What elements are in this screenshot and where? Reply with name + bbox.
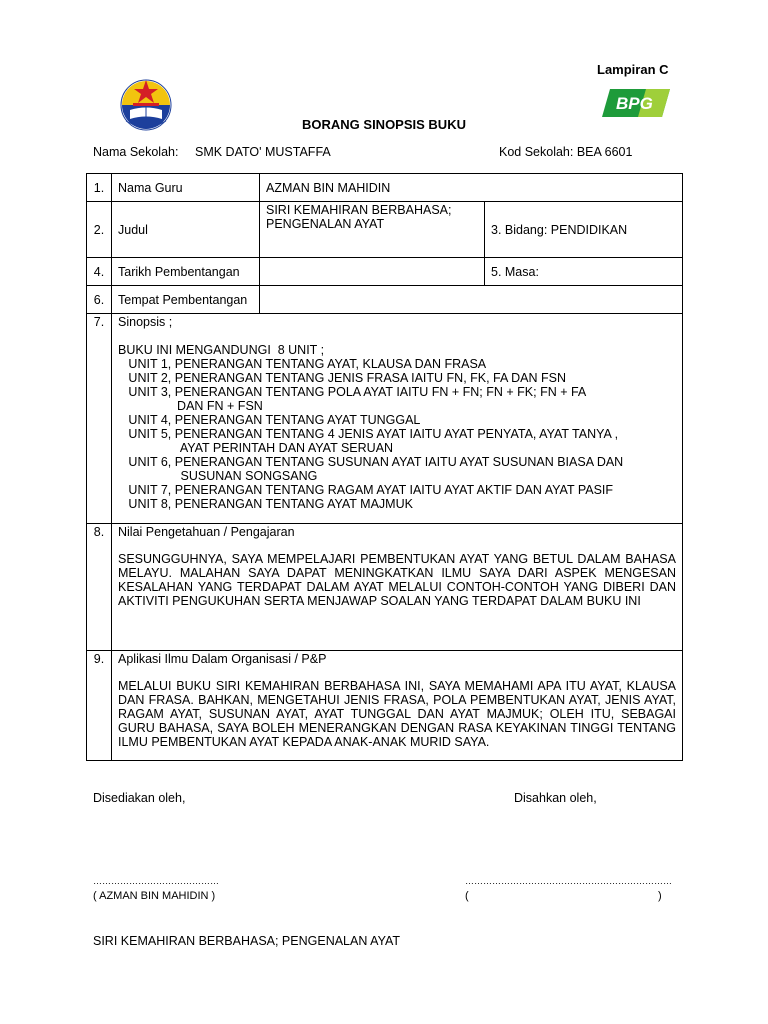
synopsis-line: UNIT 3, PENERANGAN TENTANG POLA AYAT IAITU FN + FN; FN + FK; FN + FA [118, 385, 587, 399]
synopsis-line: UNIT 1, PENERANGAN TENTANG AYAT, KLAUSA DAN FRASA [118, 357, 487, 371]
row-number: 1. [87, 174, 112, 202]
knowledge-label: Nilai Pengetahuan / Pengajaran [118, 525, 295, 539]
synopsis-line: DAN FN + FSN [118, 399, 263, 413]
row-knowledge-value [87, 524, 683, 651]
synopsis-form-table [86, 173, 683, 761]
approved-by-label: Disahkan oleh, [514, 791, 597, 805]
appendix-label: Lampiran C [597, 62, 669, 77]
row-number: 2. [87, 202, 112, 258]
row-number: 8. [87, 524, 112, 651]
synopsis-line: AYAT PERINTAH DAN AYAT SERUAN [118, 441, 394, 455]
synopsis-lines [118, 343, 676, 511]
synopsis-line: BUKU INI MENGANDUNGI 8 UNIT ; [118, 343, 325, 357]
presentation-date-value [260, 258, 485, 286]
field-masa: 5. Masa: [485, 258, 683, 286]
row-teacher-name [87, 174, 683, 202]
presentation-place-value [260, 286, 683, 314]
row-synopsis [87, 314, 683, 524]
book-title-value [260, 202, 485, 258]
row-presentation-date [87, 258, 683, 286]
school-label: Nama Sekolah: [93, 145, 179, 159]
school-code: Kod Sekolah: BEA 6601 [499, 145, 633, 159]
synopsis-line: UNIT 8, PENERANGAN TENTANG AYAT MAJMUK [118, 497, 413, 511]
school-name: SMK DATO' MUSTAFFA [195, 145, 331, 159]
synopsis-line: UNIT 6, PENERANGAN TENTANG SUSUNAN AYAT IAITU AYAT SUSUNAN BIASA DAN [118, 455, 624, 469]
approver-open-paren: ( [465, 890, 469, 902]
knowledge-cell [112, 524, 683, 651]
knowledge-text: SESUNGGUHNYA, SAYA MEMPELAJARI PEMBENTUKAN AYAT YANG BETUL DALAM BAHASA MELAYU. MALAHAN SAYA DAPAT MENINGKATKAN ILMU SAYA DARI ASPEK MENGESAN KESALAHAN YANG TERDAPAT DALAM AYAT MELALUI CONTOH-CONTOH YANG DIBERI DAN AKTIVITI PENGUKUHAN SERTA MENJAWAP SOALAN YANG TERDAPAT DALAM BUKU INI [118, 552, 676, 608]
row-number: 9. [87, 651, 112, 761]
synopsis-line: SUSUNAN SONGSANG [118, 469, 318, 483]
synopsis-line: UNIT 5, PENERANGAN TENTANG 4 JENIS AYAT IAITU AYAT PENYATA, AYAT TANYA , [118, 427, 619, 441]
row-presentation-place [87, 286, 683, 314]
row-title [87, 202, 683, 258]
bpg-logo-text: BPG [616, 94, 653, 113]
right-signature-line: …………………………………………………………… [465, 876, 672, 886]
synopsis-line: UNIT 2, PENERANGAN TENTANG JENIS FRASA IAITU FN, FK, FA DAN FSN [118, 371, 566, 385]
synopsis-line: UNIT 7, PENERANGAN TENTANG RAGAM AYAT IAITU AYAT AKTIF DAN AYAT PASIF [118, 483, 614, 497]
row-application [87, 651, 683, 761]
bpg-logo [602, 87, 670, 119]
row-number: 4. [87, 258, 112, 286]
field-label: Tempat Pembentangan [112, 286, 260, 314]
prepared-by-label: Disediakan oleh, [93, 791, 186, 805]
field-bidang: 3. Bidang: PENDIDIKAN [485, 202, 683, 258]
form-title: BORANG SINOPSIS BUKU [302, 117, 466, 132]
row-number: 7. [87, 314, 112, 524]
row-number: 6. [87, 286, 112, 314]
synopsis-cell [112, 314, 683, 524]
approver-close-paren: ) [658, 890, 662, 902]
synopsis-line: UNIT 4, PENERANGAN TENTANG AYAT TUNGGAL [118, 413, 421, 427]
book-title-line2: PENGENALAN AYAT [266, 217, 385, 231]
footer-book-title: SIRI KEMAHIRAN BERBAHASA; PENGENALAN AYAT [93, 934, 401, 948]
application-cell [112, 651, 683, 761]
synopsis-label: Sinopsis ; [118, 315, 173, 329]
application-label: Aplikasi Ilmu Dalam Organisasi / P&P [118, 652, 327, 666]
left-signature-line: …………………………………… [93, 876, 219, 886]
field-label: Tarikh Pembentangan [112, 258, 260, 286]
application-text: MELALUI BUKU SIRI KEMAHIRAN BERBAHASA INI, SAYA MEMAHAMI APA ITU AYAT, KLAUSA DAN FRASA. BAHKAN, MENGETAHUI JENIS FRASA, POLA PEMBENTUKAN AYAT, JENIS AYAT, RAGAM AYAT, SUSUNAN AYAT, AYAT TUNGGAL DAN AYAT MAJMUK; OLEH ITU, SEBAGAI GURU BAHASA, SAYA BOLEH MENERANGKAN DENGAN RASA KEYAKINAN TINGGI TENTANG ILMU PEMBENTUKAN AYAT KEPADA ANAK-ANAK MURID SAYA. [118, 679, 676, 749]
book-title-line1: SIRI KEMAHIRAN BERBAHASA; [266, 203, 452, 217]
field-label: Nama Guru [112, 174, 260, 202]
field-label: Judul [112, 202, 260, 258]
teacher-name-value: AZMAN BIN MAHIDIN [260, 174, 683, 202]
preparer-name: ( AZMAN BIN MAHIDIN ) [93, 890, 216, 902]
